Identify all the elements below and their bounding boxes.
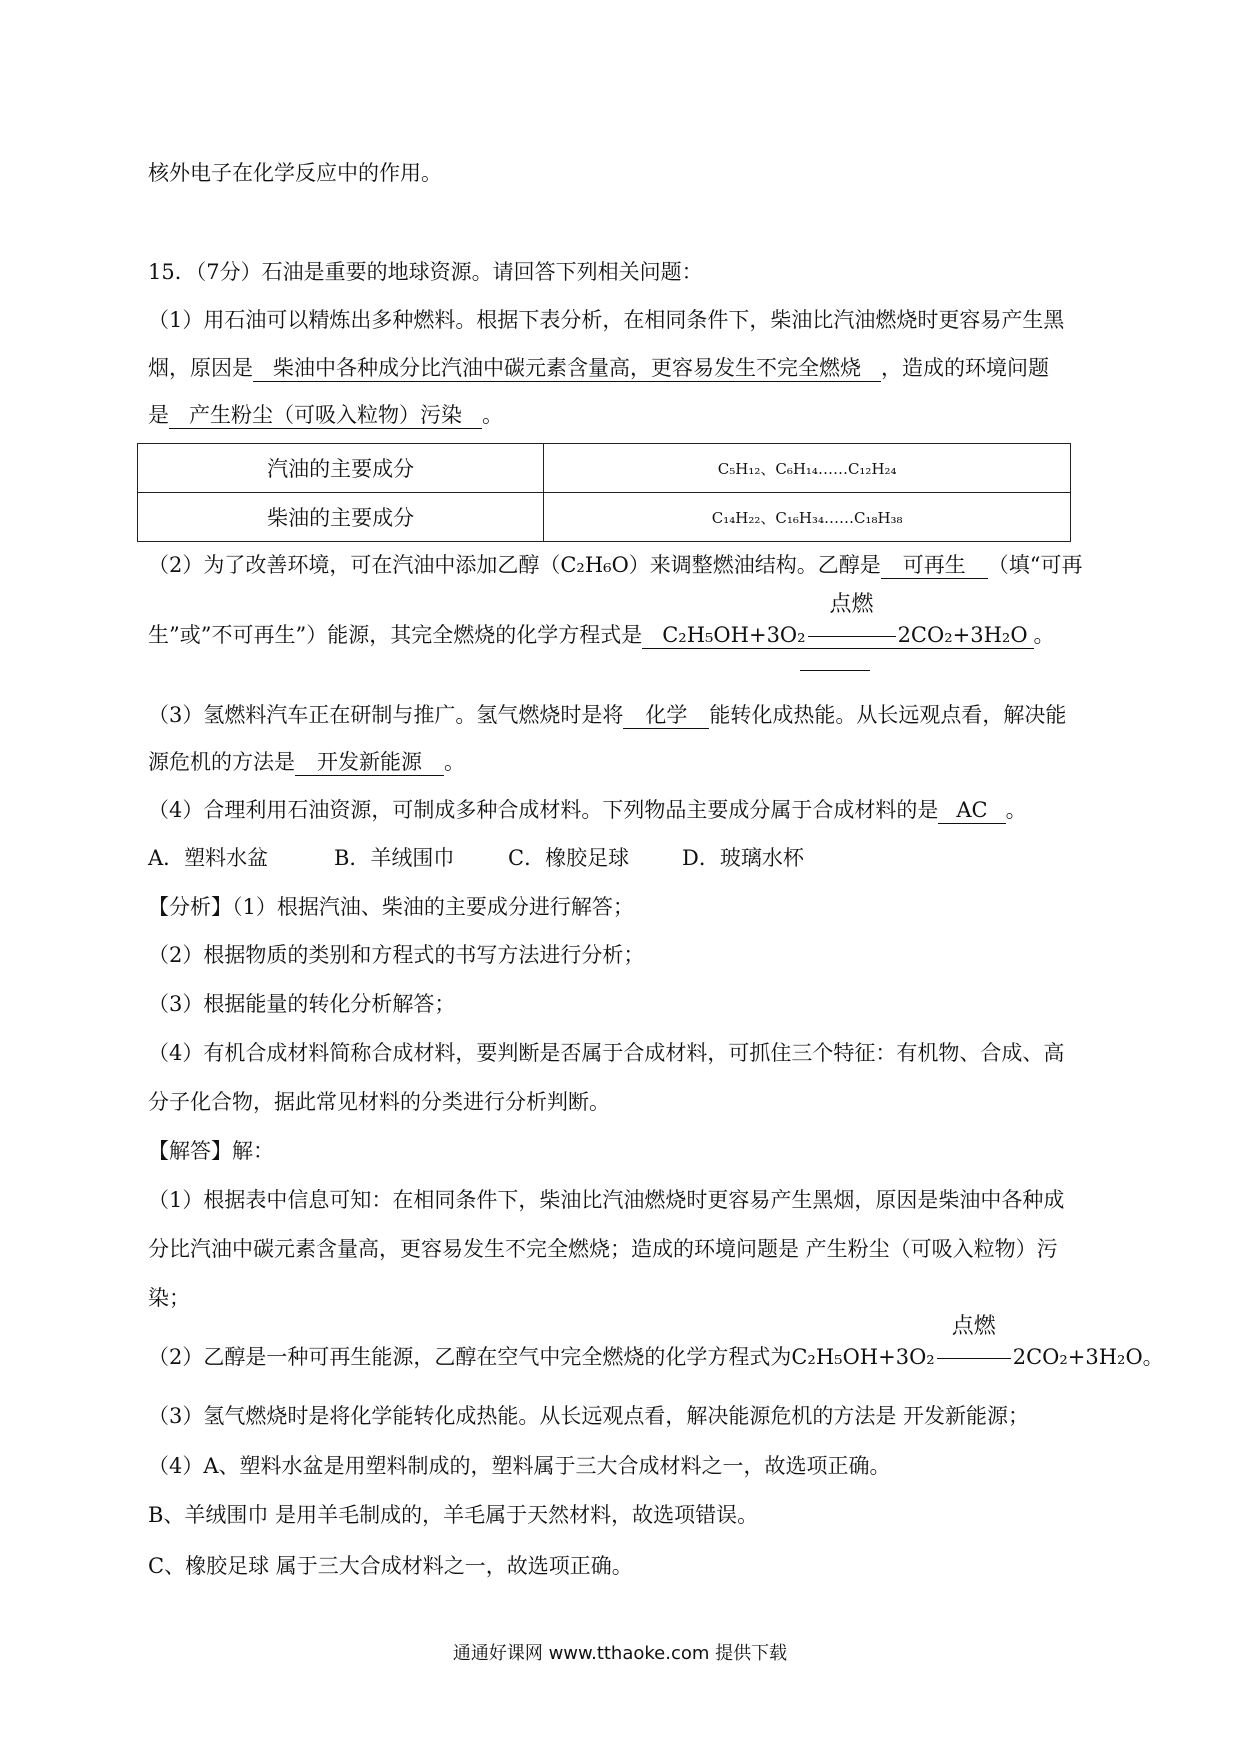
page-footer: 通通好课网 www.tthaoke.com 提供下载 — [452, 1643, 788, 1664]
table-label-diesel: 柴油的主要成分 — [138, 493, 544, 542]
q1-line-b — [148, 353, 1049, 383]
q1-c-prefix: 是 — [148, 403, 169, 427]
q3-line-a — [148, 700, 1066, 730]
q3-a-suffix: 能转化成热能。从长远观点看，解决能 — [709, 703, 1067, 727]
q2-eq-bar — [808, 636, 896, 637]
option-b: B．羊绒围巾 — [334, 846, 455, 870]
q2-b-prefix: 生”或”不可再生”）能源，其完全燃烧的化学方程式是 — [148, 623, 643, 647]
fuel-composition-table — [137, 443, 1071, 542]
option-a: A．塑料水盆 — [148, 846, 269, 870]
answer-line-8: C、橡胶足球 属于三大合成材料之一，故选项正确。 — [148, 1554, 633, 1578]
q3-answer-method: 开发新能源 — [295, 749, 444, 776]
equation-underline — [800, 670, 870, 671]
q1-answer-reason: 柴油中各种成分比汽油中碳元素含量高，更容易发生不完全燃烧 — [253, 355, 881, 382]
q4-suffix: 。 — [1005, 798, 1027, 822]
answer-line-5: （3）氢气燃烧时是将化学能转化成热能。从长远观点看，解决能源危机的方法是 开发新能源； — [148, 1404, 1030, 1428]
answer-eq-products: 2CO₂+3H₂O。 — [1012, 1345, 1164, 1369]
answer-eq-condition: 点燃 — [951, 1314, 996, 1339]
answer-line-3: 染； — [148, 1286, 190, 1310]
q1-answer-pollution: 产生粉尘（可吸入粒物）污染 — [169, 402, 482, 429]
analysis-line-5: 分子化合物，据此常见材料的分类进行分析判断。 — [148, 1090, 610, 1114]
q3-line-b — [148, 747, 465, 777]
q3-a-prefix: （3）氢燃料汽车正在研制与推广。氢气燃烧时是将 — [148, 703, 624, 727]
answer-line-2: 分比汽油中碳元素含量高，更容易发生不完全燃烧；造成的环境问题是 产生粉尘（可吸入粒物）污 — [148, 1237, 1058, 1261]
q2-equation — [642, 592, 1033, 649]
q2-line-b — [148, 592, 1055, 650]
analysis-line-3: （3）根据能量的转化分析解答； — [148, 992, 456, 1016]
q2-eq-condition: 点燃 — [829, 592, 874, 617]
answer-heading: 【解答】解： — [148, 1139, 274, 1163]
q2-b-suffix: 。 — [1033, 623, 1055, 647]
q2-a-prefix: （2）为了改善环境，可在汽油中添加乙醇（C₂H₆O）来调整燃油结构。乙醇是 — [148, 553, 881, 577]
answer-line-1: （1）根据表中信息可知：在相同条件下，柴油比汽油燃烧时更容易产生黑烟，原因是柴油中各种成 — [148, 1188, 1065, 1212]
q4-options — [148, 843, 804, 873]
intro-tail: 核外电子在化学反应中的作用。 — [148, 161, 442, 185]
analysis-line-4: （4）有机合成材料简称合成材料，要判断是否属于合成材料，可抓住三个特征：有机物、合成、高 — [148, 1041, 1065, 1065]
analysis-line-2: （2）根据物质的类别和方程式的书写方法进行分析； — [148, 943, 645, 967]
q2-answer-renewable: 可再生 — [881, 552, 988, 579]
q1-line-a: （1）用石油可以精炼出多种燃料。根据下表分析，在相同条件下，柴油比汽油燃烧时更容易产生黑 — [148, 308, 1065, 332]
q1-b-prefix: 烟，原因是 — [148, 356, 253, 380]
answer-eq-reactants: C₂H₅OH+3O₂ — [791, 1345, 935, 1369]
table-label-gasoline: 汽油的主要成分 — [138, 444, 544, 493]
q4-line — [148, 795, 1027, 825]
q4-prefix: （4）合理利用石油资源，可制成多种合成材料。下列物品主要成分属于合成材料的是 — [148, 798, 939, 822]
answer-line-7: B、羊绒围巾 是用羊毛制成的，羊毛属于天然材料，故选项错误。 — [148, 1503, 759, 1527]
q3-answer-energy: 化学 — [623, 702, 709, 729]
q3-b-prefix: 源危机的方法是 — [148, 750, 295, 774]
answer-line-6: （4）A、塑料水盆是用塑料制成的，塑料属于三大合成材料之一，故选项正确。 — [148, 1454, 891, 1478]
q4-answer: AC — [938, 797, 1005, 824]
option-d: D．玻璃水杯 — [682, 846, 804, 870]
table-formula-gasoline: C₅H₁₂、C₆H₁₄……C₁₂H₂₄ — [544, 444, 1071, 493]
answer-4-prefix: （2）乙醇是一种可再生能源，乙醇在空气中完全燃烧的化学方程式为 — [148, 1345, 792, 1369]
q1-b-suffix: ，造成的环境问题 — [881, 356, 1049, 380]
q2-a-suffix: （填“可再 — [987, 553, 1083, 577]
table-row — [138, 444, 1071, 493]
question-header: 15．（7分）石油是重要的地球资源。请回答下列相关问题： — [148, 260, 703, 284]
answer-eq-arrow — [935, 1314, 1013, 1372]
q1-line-c — [148, 400, 503, 430]
q3-b-suffix: 。 — [444, 750, 465, 774]
table-formula-diesel: C₁₄H₂₂、C₁₆H₃₄……C₁₈H₃₈ — [544, 493, 1071, 542]
q2-eq-arrow — [806, 592, 898, 648]
analysis-line-1: 【分析】（1）根据汽油、柴油的主要成分进行解答； — [148, 895, 634, 919]
q1-c-suffix: 。 — [482, 403, 503, 427]
q2-eq-reactants: C₂H₅OH+3O₂ — [662, 623, 806, 647]
answer-eq-bar — [937, 1358, 1011, 1359]
option-c: C．橡胶足球 — [508, 846, 630, 870]
table-row — [138, 493, 1071, 542]
q2-eq-products: 2CO₂+3H₂O — [897, 623, 1028, 647]
q2-line-a — [148, 550, 1083, 580]
answer-line-4 — [148, 1314, 1164, 1372]
